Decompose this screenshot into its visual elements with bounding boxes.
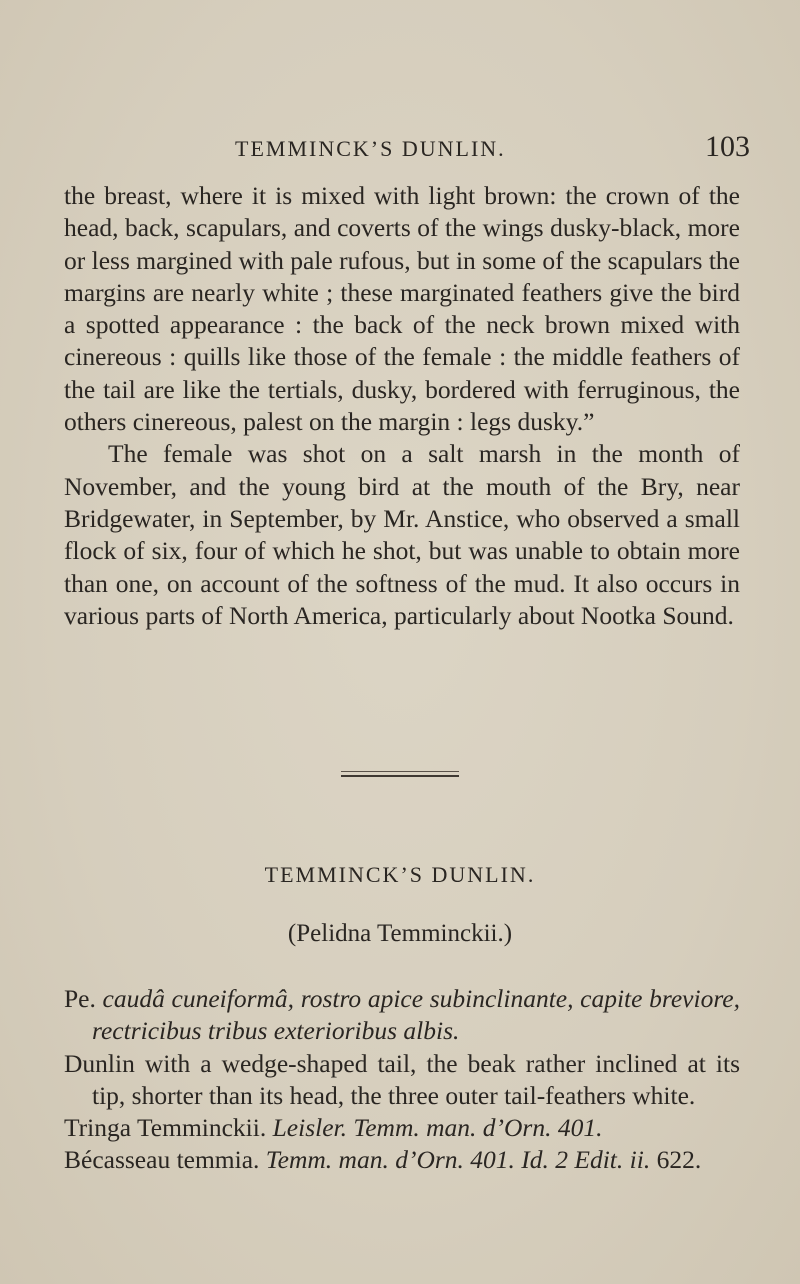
synonym-tringa: [64, 1112, 740, 1144]
synonym-becasseau-name: Bécasseau temmia.: [64, 1145, 260, 1175]
latin-diagnosis: [64, 983, 740, 1048]
running-title: TEMMINCK’S DUNLIN.: [235, 136, 506, 161]
synonym-becasseau-refs: Temm. man. d’Orn. 401. Id. 2 Edit. ii.: [265, 1145, 651, 1175]
synonym-tringa-name: Tringa Temminckii.: [64, 1113, 267, 1143]
english-diagnosis: Dunlin with a wedge-shaped tail, the beak rather inclined at its tip, shorter than its head, the three outer tail-feathers white.: [64, 1048, 740, 1110]
divider-thick-rule: [341, 775, 459, 777]
synonym-tringa-refs: Leisler. Temm. man. d’Orn. 401.: [272, 1113, 603, 1143]
paragraph-female: The female was shot on a salt marsh in the month of November, and the young bird at the mouth of the Bry, near Bridgewater, in September, by Mr. Anstice, who observed a small flock of six, four of which he shot, but was unable to obtain more than one, on account of the softness of the mud. It also occurs in various parts of North America, particularly about Nootka Sound.: [64, 439, 740, 630]
section-title: TEMMINCK’S DUNLIN.: [264, 862, 536, 887]
divider-thin-rule: [341, 771, 459, 772]
section-divider: [341, 771, 459, 777]
synonym-becasseau-page: 622.: [656, 1145, 702, 1175]
latin-lead: Pe.: [64, 984, 96, 1013]
species-entries: [64, 983, 740, 1177]
latin-text: caudâ cuneiformâ, rostro apice subinclinante, capite breviore, rectricibus tribus exterioribus albis.: [92, 984, 740, 1046]
section-subtitle: (Pelidna Temminckii.): [287, 920, 513, 947]
synonym-becasseau: [64, 1144, 740, 1176]
paragraph-continued: the breast, where it is mixed with light brown: the crown of the head, back, scapulars, and coverts of the wings dusky-black, more or less margined with pale rufous, but in some of the scapulars the margins are nearly white ; these marginated feathers give the bird a spotted appearance : the back of the neck brown mixed with cinereous : quills like those of the female : the middle feathers of the tail are like the tertials, dusky, bordered with ferruginous, the others cinereous, palest on the margin : legs dusky.”: [64, 181, 740, 437]
body-text: [64, 180, 740, 632]
running-head: [0, 130, 800, 166]
page-number: 103: [705, 130, 750, 163]
